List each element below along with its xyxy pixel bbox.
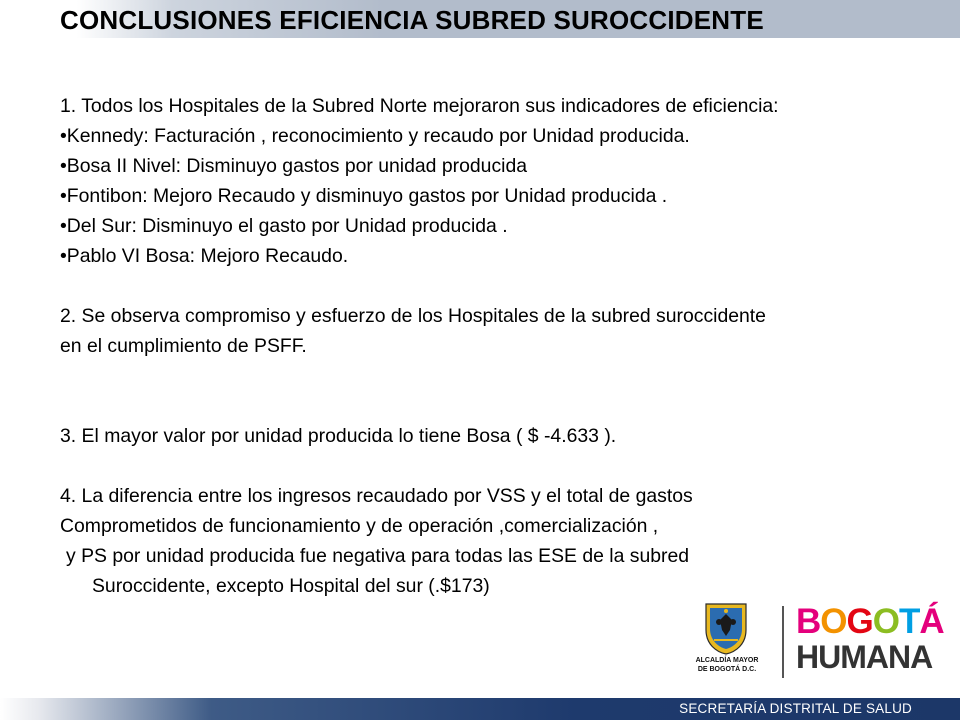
bogota-letter: O	[820, 602, 847, 641]
slide-title: CONCLUSIONES EFICIENCIA SUBRED SUROCCIDENTE	[60, 5, 764, 35]
alcaldia-label	[688, 656, 766, 674]
bullet-pablo-vi: •Pablo VI Bosa: Mejoro Recaudo.	[60, 245, 349, 267]
bullet-kennedy: •Kennedy: Facturación , reconocimiento y recaudo por Unidad producida.	[60, 125, 690, 147]
footer-bar	[0, 698, 960, 720]
alcaldia-line-1: ALCALDÍA MAYOR	[695, 657, 759, 664]
point-2-line-1: 2. Se observa compromiso y esfuerzo de los Hospitales de la subred suroccidente	[60, 305, 766, 327]
alcaldia-line-2: DE BOGOTÁ D.C.	[697, 666, 757, 673]
point-3: 3. El mayor valor por unidad producida lo tiene Bosa ( $ -4.633 ).	[60, 425, 617, 447]
slide-body	[60, 91, 960, 601]
bogota-letter: Á	[919, 602, 944, 641]
bogota-wordmark	[796, 604, 944, 640]
bullet-fontibon: •Fontibon: Mejoro Recaudo y disminuyo gastos por Unidad producida .	[60, 185, 668, 207]
bogota-letter: G	[846, 602, 873, 641]
humana-wordmark: HUMANA	[796, 639, 933, 675]
bullet-bosa: •Bosa II Nivel: Disminuyo gastos por unidad producida	[60, 155, 528, 177]
point-2-line-2: en el cumplimiento de PSFF.	[60, 335, 307, 357]
footer-label: SECRETARÍA DISTRITAL DE SALUD	[679, 701, 912, 716]
bullet-del-sur: •Del Sur: Disminuyo el gasto por Unidad producida .	[60, 215, 508, 237]
point-1-heading: 1. Todos los Hospitales de la Subred Norte mejoraron sus indicadores de eficiencia:	[60, 95, 779, 117]
logo-divider	[782, 606, 784, 678]
point-4-line-3: y PS por unidad producida fue negativa para todas las ESE de la subred	[66, 545, 690, 567]
point-4-line-4: Suroccidente, excepto Hospital del sur (.$173)	[92, 575, 490, 597]
bogota-humana-logo	[796, 604, 944, 674]
bogota-letter: T	[898, 602, 920, 641]
point-4-line-2: Comprometidos de funcionamiento y de operación ,comercialización ,	[60, 515, 659, 537]
bogota-letter: O	[872, 602, 899, 641]
coat-of-arms-icon	[702, 600, 750, 656]
logo-area	[688, 598, 944, 688]
point-4-line-1: 4. La diferencia entre los ingresos recaudado por VSS y el total de gastos	[60, 485, 693, 507]
bogota-letter: B	[796, 602, 821, 641]
